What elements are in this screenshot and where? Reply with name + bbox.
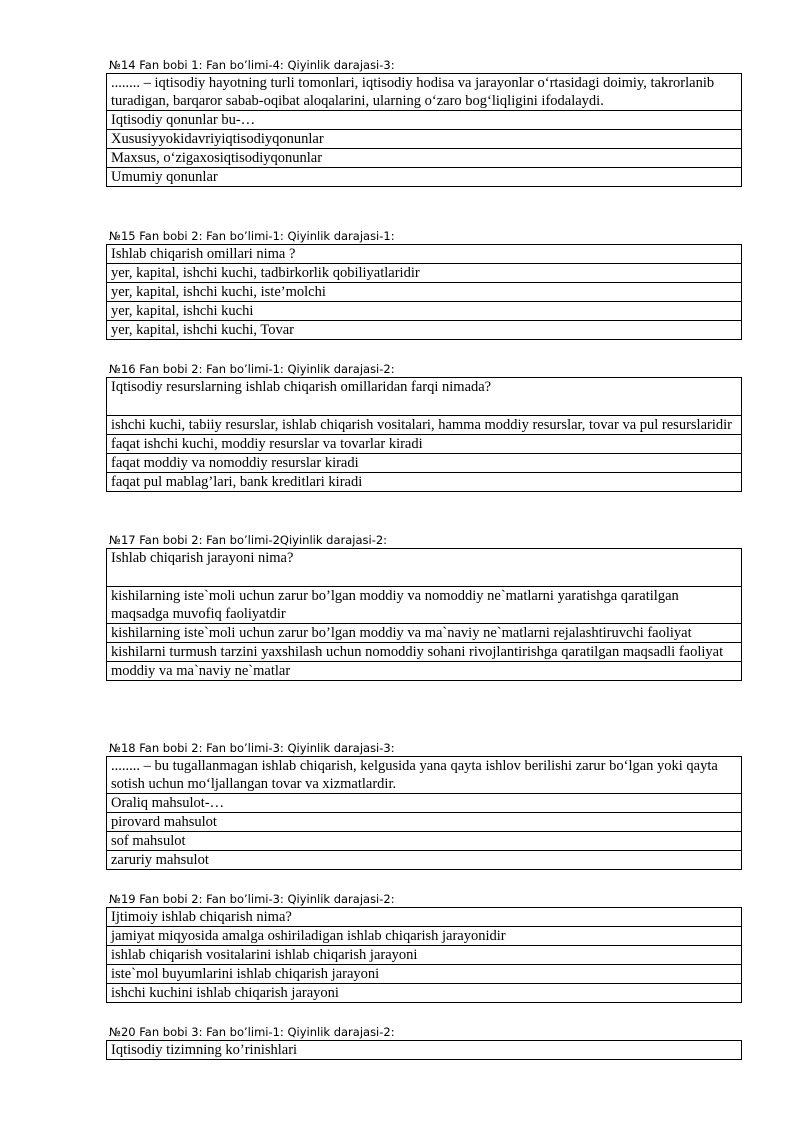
question-text: ........ – bu tugallanmagan ishlab chiqarish, kelgusida yana qayta ishlov berilishi zarur bo‘lgan yoki qayta sotish uchun mo‘ljallangan tovar va xizmatlardir. [107,757,742,794]
question-text: Iqtisodiy resurslarning ishlab chiqarish omillaridan farqi nimada? [107,378,742,416]
answer-option: ishchi kuchi, tabiiy resurslar, ishlab chiqarish vositalari, hamma moddiy resurslar, tovar va pul resurslaridir [107,416,742,435]
answer-option: yer, kapital, ishchi kuchi [107,302,742,321]
question-table [106,244,742,340]
question-text: Ijtimoiy ishlab chiqarish nima? [107,908,742,927]
question-header: №19 Fan bobi 2: Fan bo’limi-3: Qiyinlik darajasi-2: [109,892,395,906]
question-table [106,756,742,870]
answer-option: yer, kapital, ishchi kuchi, Tovar [107,321,742,340]
answer-option: ishlab chiqarish vositalarini ishlab chiqarish jarayoni [107,946,742,965]
question-block-15 [106,229,742,340]
question-text: ........ – iqtisodiy hayotning turli tomonlari, iqtisodiy hodisa va jarayonlar o‘rtasidagi doimiy, takrorlanib turadigan, barqaror sabab-oqibat aloqalarini, ularning o‘zaro bog‘liqligini ifodalaydi. [107,74,742,111]
answer-option: yer, kapital, ishchi kuchi, iste’molchi [107,283,742,302]
question-header: №18 Fan bobi 2: Fan bo’limi-3: Qiyinlik darajasi-3: [109,741,395,755]
question-block-19 [106,892,742,1003]
answer-option: kishilarning iste`moli uchun zarur bo’lgan moddiy va nomoddiy ne`matlarni yaratishga qaratilgan maqsadga muvofiq faoliyatdir [107,587,742,624]
answer-option: ishchi kuchini ishlab chiqarish jarayoni [107,984,742,1003]
question-table [106,73,742,187]
answer-option: sof mahsulot [107,832,742,851]
answer-option: pirovard mahsulot [107,813,742,832]
question-text: Ishlab chiqarish jarayoni nima? [107,549,742,587]
question-table [106,377,742,492]
answer-option: faqat moddiy va nomoddiy resurslar kiradi [107,454,742,473]
answer-option: faqat pul mablag’lari, bank kreditlari kiradi [107,473,742,492]
answer-option: zaruriy mahsulot [107,851,742,870]
answer-option: iste`mol buyumlarini ishlab chiqarish jarayoni [107,965,742,984]
answer-option: Iqtisodiy qonunlar bu-… [107,111,742,130]
answer-option: kishilarning iste`moli uchun zarur bo’lgan moddiy va ma`naviy ne`matlarni rejalashtiruvchi faoliyat [107,624,742,643]
answer-option: faqat ishchi kuchi, moddiy resurslar va tovarlar kiradi [107,435,742,454]
question-text: Ishlab chiqarish omillari nima ? [107,245,742,264]
question-table [106,1040,742,1060]
question-header: №16 Fan bobi 2: Fan bo’limi-1: Qiyinlik darajasi-2: [109,362,395,376]
answer-option: kishilarni turmush tarzini yaxshilash uchun nomoddiy sohani rivojlantirishga qaratilgan maqsadli faoliyat [107,643,742,662]
question-block-18 [106,741,742,870]
question-block-20 [106,1025,742,1060]
question-header: №15 Fan bobi 2: Fan bo’limi-1: Qiyinlik darajasi-1: [109,229,395,243]
question-block-14 [106,58,742,187]
answer-option: moddiy va ma`naviy ne`matlar [107,662,742,681]
answer-option: Umumiy qonunlar [107,168,742,187]
question-table [106,907,742,1003]
question-block-17 [106,533,742,681]
question-block-16 [106,362,742,492]
answer-option: jamiyat miqyosida amalga oshiriladigan ishlab chiqarish jarayonidir [107,927,742,946]
answer-option: yer, kapital, ishchi kuchi, tadbirkorlik qobiliyatlaridir [107,264,742,283]
question-header: №14 Fan bobi 1: Fan bo’limi-4: Qiyinlik darajasi-3: [109,58,395,72]
answer-option: Xususiyyokidavriyiqtisodiyqonunlar [107,130,742,149]
question-header: №20 Fan bobi 3: Fan bo’limi-1: Qiyinlik darajasi-2: [109,1025,395,1039]
answer-option: Oraliq mahsulot-… [107,794,742,813]
answer-option: Maxsus, o‘zigaxosiqtisodiyqonunlar [107,149,742,168]
question-header: №17 Fan bobi 2: Fan bo’limi-2Qiyinlik darajasi-2: [109,533,388,547]
question-table [106,548,742,681]
question-text: Iqtisodiy tizimning ko’rinishlari [107,1041,742,1060]
